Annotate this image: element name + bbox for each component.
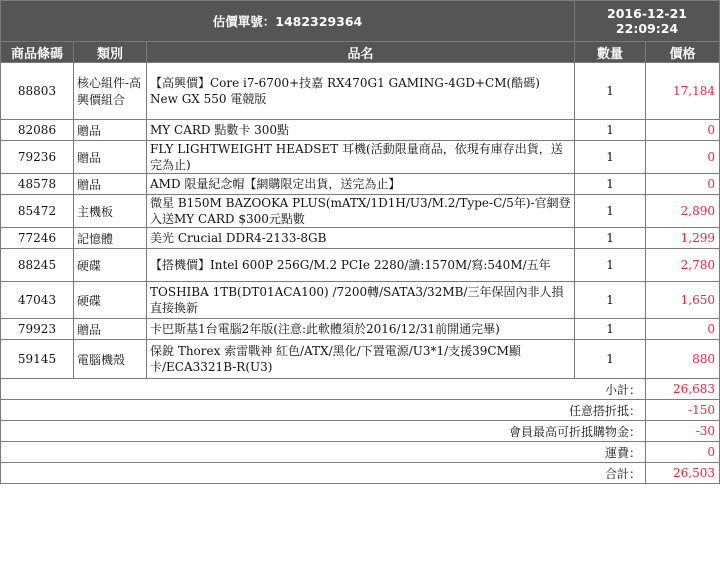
summary-value: 26,683 (646, 379, 720, 400)
quote-number: 估價單號：1482329364 (1, 1, 575, 42)
item-name: 保銳 Thorex 索雷戰神 紅色/ATX/黑化/下置電源/U3*1/支援39CM顯卡/ECA3321B-R(U3) (147, 340, 575, 379)
item-name: 微星 B150M BAZOOKA PLUS(mATX/1D1H/U3/M.2/Type-C/5年)-官網登入送MY CARD $300元點數 (147, 195, 575, 228)
column-header-name: 品名 (147, 42, 575, 63)
column-header-qty: 數量 (575, 42, 646, 63)
summary-label: 運費： (1, 442, 646, 463)
item-category: 贈品 (74, 141, 147, 174)
summary-value: 26,503 (646, 463, 720, 484)
item-code: 59145 (1, 340, 74, 379)
summary-row (1, 400, 720, 421)
item-name: 美光 Crucial DDR4-2133-8GB (147, 228, 575, 249)
item-code: 82086 (1, 120, 74, 141)
item-qty: 1 (575, 228, 646, 249)
summary-rows (1, 379, 720, 484)
item-price: 0 (646, 319, 720, 340)
item-name: 【高興價】Core i7-6700+技嘉 RX470G1 GAMING-4GD+CM(酷碼) New GX 550 電競版 (147, 63, 575, 120)
item-code: 79923 (1, 319, 74, 340)
item-category: 硬碟 (74, 282, 147, 319)
item-qty: 1 (575, 63, 646, 120)
item-name: MY CARD 點數卡 300點 (147, 120, 575, 141)
item-name: FLY LIGHTWEIGHT HEADSET 耳機(活動限量商品，依現有庫存出貨，送完為止) (147, 141, 575, 174)
summary-value: 0 (646, 442, 720, 463)
table-row (1, 249, 720, 282)
item-category: 贈品 (74, 120, 147, 141)
summary-value: -30 (646, 421, 720, 442)
summary-label: 會員最高可折抵購物金： (1, 421, 646, 442)
item-price: 17,184 (646, 63, 720, 120)
item-qty: 1 (575, 340, 646, 379)
item-price: 880 (646, 340, 720, 379)
item-name: 【搭機價】Intel 600P 256G/M.2 PCIe 2280/讀:1570M/寫:540M/五年 (147, 249, 575, 282)
quote-time: 22:09:24 (615, 21, 679, 36)
summary-value: -150 (646, 400, 720, 421)
item-name: AMD 限量紀念帽【網購限定出貨，送完為止】 (147, 174, 575, 195)
item-code: 79236 (1, 141, 74, 174)
item-category: 贈品 (74, 319, 147, 340)
item-category: 電腦機殼 (74, 340, 147, 379)
table-row (1, 282, 720, 319)
summary-row (1, 421, 720, 442)
item-qty: 1 (575, 195, 646, 228)
table-row (1, 340, 720, 379)
item-qty: 1 (575, 120, 646, 141)
item-category: 記憶體 (74, 228, 147, 249)
item-name: TOSHIBA 1TB(DT01ACA100) /7200轉/SATA3/32MB/三年保固內非人損直接換新 (147, 282, 575, 319)
item-qty: 1 (575, 282, 646, 319)
summary-row (1, 442, 720, 463)
summary-label: 小計： (1, 379, 646, 400)
item-category: 硬碟 (74, 249, 147, 282)
item-code: 85472 (1, 195, 74, 228)
item-code: 88245 (1, 249, 74, 282)
table-row (1, 319, 720, 340)
item-qty: 1 (575, 319, 646, 340)
table-row (1, 174, 720, 195)
item-price: 2,780 (646, 249, 720, 282)
item-name: 卡巴斯基1台電腦2年版(注意:此軟體須於2016/12/31前開通完畢) (147, 319, 575, 340)
item-qty: 1 (575, 174, 646, 195)
column-header-code: 商品條碼 (1, 42, 74, 63)
item-price: 0 (646, 120, 720, 141)
item-code: 88803 (1, 63, 74, 120)
table-row (1, 228, 720, 249)
item-category: 核心組件-高興價組合 (74, 63, 147, 120)
table-row (1, 120, 720, 141)
summary-label: 任意搭折抵： (1, 400, 646, 421)
table-row (1, 141, 720, 174)
item-qty: 1 (575, 141, 646, 174)
item-price: 0 (646, 174, 720, 195)
summary-row (1, 463, 720, 484)
item-code: 48578 (1, 174, 74, 195)
item-qty: 1 (575, 249, 646, 282)
table-row (1, 195, 720, 228)
item-rows (1, 63, 720, 379)
summary-label: 合計： (1, 463, 646, 484)
item-category: 主機板 (74, 195, 147, 228)
item-price: 1,650 (646, 282, 720, 319)
table-row (1, 63, 720, 120)
quote-date: 2016-12-21 (607, 6, 687, 21)
quote-datetime (575, 1, 720, 42)
item-price: 2,890 (646, 195, 720, 228)
item-price: 0 (646, 141, 720, 174)
column-header-category: 類別 (74, 42, 147, 63)
column-header-price: 價格 (646, 42, 720, 63)
item-category: 贈品 (74, 174, 147, 195)
item-code: 77246 (1, 228, 74, 249)
item-price: 1,299 (646, 228, 720, 249)
summary-row (1, 379, 720, 400)
item-code: 47043 (1, 282, 74, 319)
